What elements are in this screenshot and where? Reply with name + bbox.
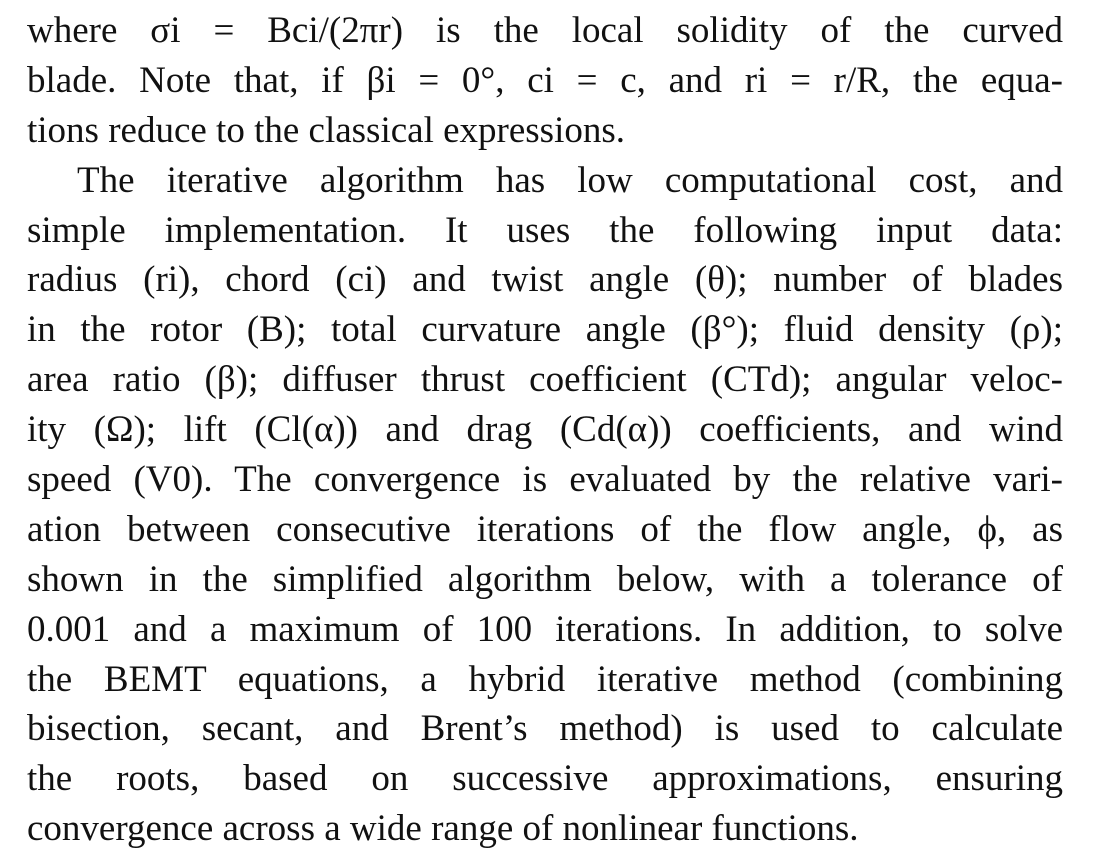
document-body xyxy=(27,6,1063,854)
text-line: radius (ri), chord (ci) and twist angle (θ); number of blades xyxy=(27,259,1063,301)
text-line: ation between consecutive iterations of the flow angle, ϕ, as xyxy=(27,508,1063,550)
text-line: in the rotor (B); total curvature angle (β°); fluid density (ρ); xyxy=(27,309,1063,351)
text-line: speed (V0). The convergence is evaluated by the relative vari- xyxy=(27,459,1063,501)
text-line: shown in the simplified algorithm below, with a tolerance of xyxy=(27,558,1063,600)
paragraph-1 xyxy=(27,6,1063,156)
text-line: the BEMT equations, a hybrid iterative method (combining xyxy=(27,658,1063,700)
text-line: blade. Note that, if βi = 0°, ci = c, and ri = r/R, the equa- xyxy=(27,59,1063,101)
text-line: area ratio (β); diffuser thrust coefficient (CTd); angular veloc- xyxy=(27,359,1063,401)
text-line: The iterative algorithm has low computational cost, and xyxy=(77,159,1063,201)
text-line: where σi = Bci/(2πr) is the local solidity of the curved xyxy=(27,10,1063,51)
text-line: simple implementation. It uses the following input data: xyxy=(27,209,1063,251)
text-line: bisection, secant, and Brent’s method) is used to calculate xyxy=(27,708,1063,750)
paragraph-2 xyxy=(27,156,1063,854)
text-line: 0.001 and a maximum of 100 iterations. In addition, to solve xyxy=(27,608,1063,650)
text-line: ity (Ω); lift (Cl(α)) and drag (Cd(α)) coefficients, and wind xyxy=(27,409,1063,451)
text-line: convergence across a wide range of nonlinear functions. xyxy=(27,808,859,850)
text-line: tions reduce to the classical expressions. xyxy=(27,109,625,151)
text-line: the roots, based on successive approximations, ensuring xyxy=(27,758,1063,800)
